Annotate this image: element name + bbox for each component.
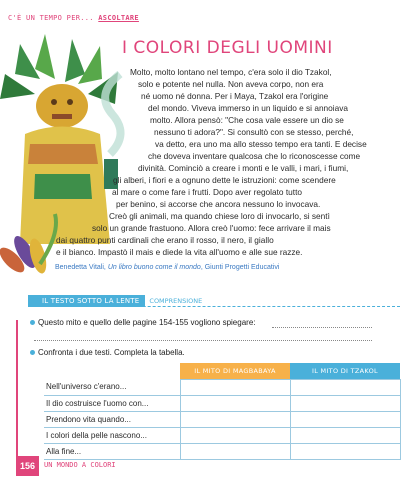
bullet-icon [30, 320, 35, 325]
source-author: Benedetta Vitali, [55, 264, 108, 271]
bullet-icon [30, 350, 35, 355]
story-line: solo e potente nel nulla. Non aveva corpo, non era [138, 79, 324, 89]
answer-cell[interactable] [290, 395, 400, 411]
table-row [44, 379, 400, 395]
story-line: va detto, era uno ma allo stesso tempo era tanti. E decise [155, 139, 367, 149]
row-label: Prendono vita quando... [44, 411, 180, 427]
header-category: ASCOLTARE [98, 14, 139, 22]
answer-cell[interactable] [180, 379, 290, 395]
answer-cell[interactable] [180, 427, 290, 443]
answer-cell[interactable] [290, 379, 400, 395]
story-line: al mare o come fare i frutti. Dopo aver regolato tutto [112, 187, 302, 197]
table-row [44, 411, 400, 427]
story-line: del mondo. Viveva immerso in un liquido e si annoiava [148, 103, 349, 113]
header-prefix: C'È UN TEMPO PER... [8, 14, 94, 22]
source-citation [55, 264, 279, 271]
story-line: solo un grande frastuono. Allora creò l'uomo: fece arrivare il mais [92, 223, 331, 233]
story-line: Creò gli animali, ma quando chiese loro di invocarlo, si sentì [109, 211, 330, 221]
answer-cell[interactable] [290, 427, 400, 443]
story-line: per benino, si accorse che ancora nessuno lo invocava. [116, 199, 321, 209]
section-divider [28, 306, 400, 307]
page-footer [0, 456, 404, 480]
story-line: che doveva inventare qualcosa che lo riconoscesse come [148, 151, 361, 161]
story-line: nessuno ti adora?". Si consultò con se stesso, perché, [154, 127, 354, 137]
story-line: dai quattro punti cardinali che erano il rosso, il nero, il giallo [56, 235, 274, 245]
table-row [44, 395, 400, 411]
page-title: I COLORI DEGLI UOMINI [122, 38, 333, 58]
face [36, 84, 88, 128]
page-number: 156 [16, 456, 39, 476]
story-line: molto. Allora pensò: "Che cosa vale essere un dio se [150, 115, 344, 125]
row-label: Nell'universo c'erano... [44, 379, 180, 395]
source-publisher: , Giunti Progetti Educativi [200, 264, 280, 271]
answer-cell[interactable] [290, 411, 400, 427]
answer-cell[interactable] [180, 395, 290, 411]
question-1-text: Questo mito e quello delle pagine 154-155 vogliono spiegare: [38, 318, 256, 327]
section-sub: COMPRENSIONE [149, 296, 203, 305]
story-line: gli alberi, i fiori e a ognuno dette le istruzioni: come scendere [113, 175, 336, 185]
comparison-table [44, 363, 401, 460]
row-label: Alla fine... [44, 443, 180, 459]
source-work: Un libro buono come il mondo [107, 264, 201, 271]
question-1 [30, 318, 255, 327]
answer-line[interactable] [272, 327, 372, 328]
story-line: Molto, molto lontano nel tempo, c'era solo il dio Tzakol, [130, 67, 332, 77]
answer-cell[interactable] [180, 411, 290, 427]
answer-line[interactable] [34, 340, 372, 341]
section-label: IL TESTO SOTTO LA LENTE [28, 295, 145, 307]
margin-rule [16, 320, 18, 456]
question-2-text: Confronta i due testi. Completa la tabella. [38, 348, 185, 357]
question-2 [30, 348, 185, 357]
row-label: Il dio costruisce l'uomo con... [44, 395, 180, 411]
story-line: e il bianco. Impastò il mais e diede la vita all'uomo e alle sue razze. [56, 247, 303, 257]
book-title: UN MONDO A COLORI [44, 461, 116, 469]
story-line: divinità. Cominciò a creare i monti e le valli, i mari, i fiumi, [138, 163, 349, 173]
running-header [8, 14, 139, 22]
story-line: né uomo né donna. Per i Maya, Tzakol era l'origine [141, 91, 329, 101]
table-row [44, 427, 400, 443]
row-label: I colori della pelle nascono... [44, 427, 180, 443]
table-header-magbabaya: IL MITO DI MAGBABAYA [180, 363, 290, 379]
table-header-tzakol: IL MITO DI TZAKOL [290, 363, 400, 379]
